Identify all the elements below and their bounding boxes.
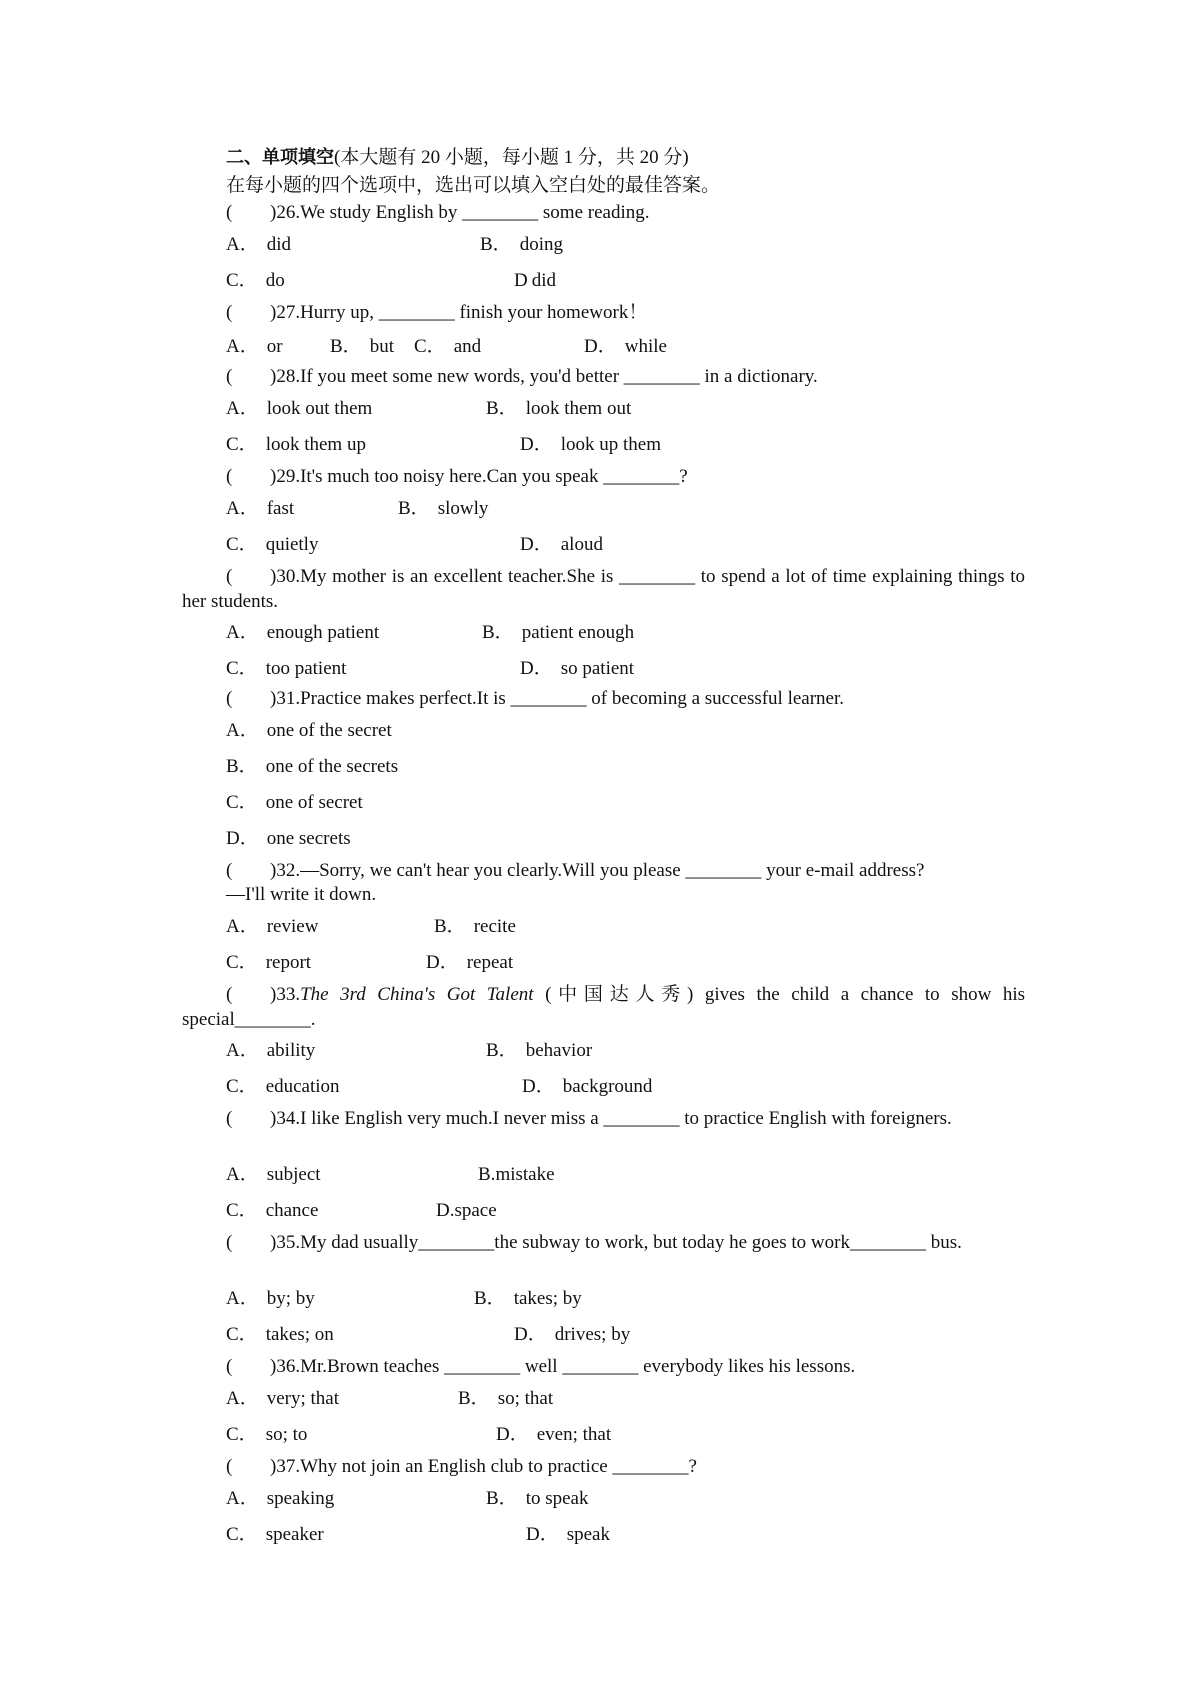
option-a: A． one of the secret bbox=[226, 720, 392, 741]
option-b: B.mistake bbox=[478, 1164, 555, 1185]
option-c: C． report bbox=[226, 952, 312, 973]
question-stem: )37.Why not join an English club to practice ________? bbox=[270, 1456, 697, 1477]
option-c: C． do bbox=[226, 270, 285, 291]
option-d: D.space bbox=[436, 1200, 497, 1221]
question-26: ( )26.We study English by ________ some reading. bbox=[226, 202, 650, 223]
option-a: A． by; by bbox=[226, 1288, 315, 1309]
option-c: C． look them up bbox=[226, 434, 366, 455]
option-c: C． chance bbox=[226, 1200, 319, 1221]
option-d: D． speak bbox=[526, 1524, 610, 1545]
question-stem: )34.I like English very much.I never miss a ________ to practice English with foreigners. bbox=[270, 1108, 952, 1129]
option-c: C． and bbox=[414, 336, 482, 357]
section-title-rest: (本大题有 20 小题，每小题 1 分，共 20 分) bbox=[334, 147, 689, 168]
option-b: B． patient enough bbox=[482, 622, 635, 643]
option-b: B． look them out bbox=[486, 398, 632, 419]
option-a: A． review bbox=[226, 916, 319, 937]
option-a: A． enough patient bbox=[226, 622, 380, 643]
question-stem: )31.Practice makes perfect.It is ________ of becoming a successful learner. bbox=[270, 688, 845, 709]
option-a: A． fast bbox=[226, 498, 295, 519]
question-stem: )28.If you meet some new words, you'd better ________ in a dictionary. bbox=[270, 366, 818, 387]
option-c: C． so; to bbox=[226, 1424, 308, 1445]
option-d: D． background bbox=[522, 1076, 653, 1097]
question-27: ( )27.Hurry up, ________ finish your homework！ bbox=[226, 302, 648, 323]
option-d: D． one secrets bbox=[226, 828, 351, 849]
option-c: C． quietly bbox=[226, 534, 319, 555]
option-a: A． speaking bbox=[226, 1488, 335, 1509]
option-c: C． speaker bbox=[226, 1524, 324, 1545]
option-c: C． too patient bbox=[226, 658, 347, 679]
question-stem: )35.My dad usually________the subway to work, but today he goes to work________ bus. bbox=[270, 1232, 962, 1253]
question-28: ( )28.If you meet some new words, you'd better ________ in a dictionary. bbox=[226, 366, 818, 387]
option-a: A． ability bbox=[226, 1040, 316, 1061]
option-d: D． aloud bbox=[520, 534, 603, 555]
question-30: ( )30.My mother is an excellent teacher.She is ________ to spend a lot of time explaining things to her students. bbox=[182, 566, 1025, 612]
option-b: B． recite bbox=[434, 916, 516, 937]
option-a: A． or bbox=[226, 336, 283, 357]
question-stem: )32.—Sorry, we can't hear you clearly.Will you please ________ your e-mail address? bbox=[270, 860, 925, 881]
show-title: The 3rd China's Got Talent bbox=[300, 984, 534, 1005]
option-b: B． so; that bbox=[458, 1388, 554, 1409]
question-36: ( )36.Mr.Brown teaches ________ well ________ everybody likes his lessons. bbox=[226, 1356, 856, 1377]
option-a: A． look out them bbox=[226, 398, 373, 419]
question-33: ( )33.The 3rd China's Got Talent (中国达人秀) gives the child a chance to show his special________. bbox=[182, 984, 1025, 1030]
option-d: D． repeat bbox=[426, 952, 514, 973]
option-a: A． did bbox=[226, 234, 292, 255]
option-d: D． look up them bbox=[520, 434, 662, 455]
question-34: ( )34.I like English very much.I never miss a ________ to practice English with foreigners. bbox=[226, 1108, 952, 1129]
section-instructions: 在每小题的四个选项中，选出可以填入空白处的最佳答案。 bbox=[226, 175, 721, 196]
option-a: A． very; that bbox=[226, 1388, 340, 1409]
option-c: C． one of secret bbox=[226, 792, 363, 813]
option-d: D． drives; by bbox=[514, 1324, 631, 1345]
question-stem: )26.We study English by ________ some reading. bbox=[270, 202, 650, 223]
option-c: C． takes; on bbox=[226, 1324, 334, 1345]
question-32-continuation: —I'll write it down. bbox=[226, 884, 377, 905]
question-stem: )30.My mother is an excellent teacher.She is ________ to spend a lot of time explaining things to her students. bbox=[182, 566, 1025, 612]
option-b: B． doing bbox=[480, 234, 563, 255]
question-stem: )36.Mr.Brown teaches ________ well ________ everybody likes his lessons. bbox=[270, 1356, 856, 1377]
option-a: A． subject bbox=[226, 1164, 321, 1185]
option-d: D． so patient bbox=[520, 658, 635, 679]
option-d: D． while bbox=[584, 336, 667, 357]
option-b: B． behavior bbox=[486, 1040, 593, 1061]
option-b: B． one of the secrets bbox=[226, 756, 399, 777]
option-d: D． even; that bbox=[496, 1424, 612, 1445]
option-b: B． but bbox=[330, 336, 394, 357]
question-29: ( )29.It's much too noisy here.Can you speak ________? bbox=[226, 466, 688, 487]
option-c: C． education bbox=[226, 1076, 340, 1097]
option-b: B． to speak bbox=[486, 1488, 589, 1509]
question-stem: )27.Hurry up, ________ finish your homework！ bbox=[270, 302, 648, 323]
question-stem: )29.It's much too noisy here.Can you speak ________? bbox=[270, 466, 688, 487]
option-b: B． takes; by bbox=[474, 1288, 582, 1309]
section-title-bold: 二、单项填空 bbox=[226, 147, 334, 168]
question-31: ( )31.Practice makes perfect.It is ________ of becoming a successful learner. bbox=[226, 688, 845, 709]
question-32: ( )32.—Sorry, we can't hear you clearly.Will you please ________ your e-mail address? bbox=[226, 860, 925, 881]
question-35: ( )35.My dad usually________the subway to work, but today he goes to work________ bus. bbox=[226, 1232, 962, 1253]
option-d: D did bbox=[514, 270, 557, 291]
section-title bbox=[226, 146, 689, 170]
option-b: B． slowly bbox=[398, 498, 489, 519]
question-37: ( )37.Why not join an English club to practice ________? bbox=[226, 1456, 697, 1477]
